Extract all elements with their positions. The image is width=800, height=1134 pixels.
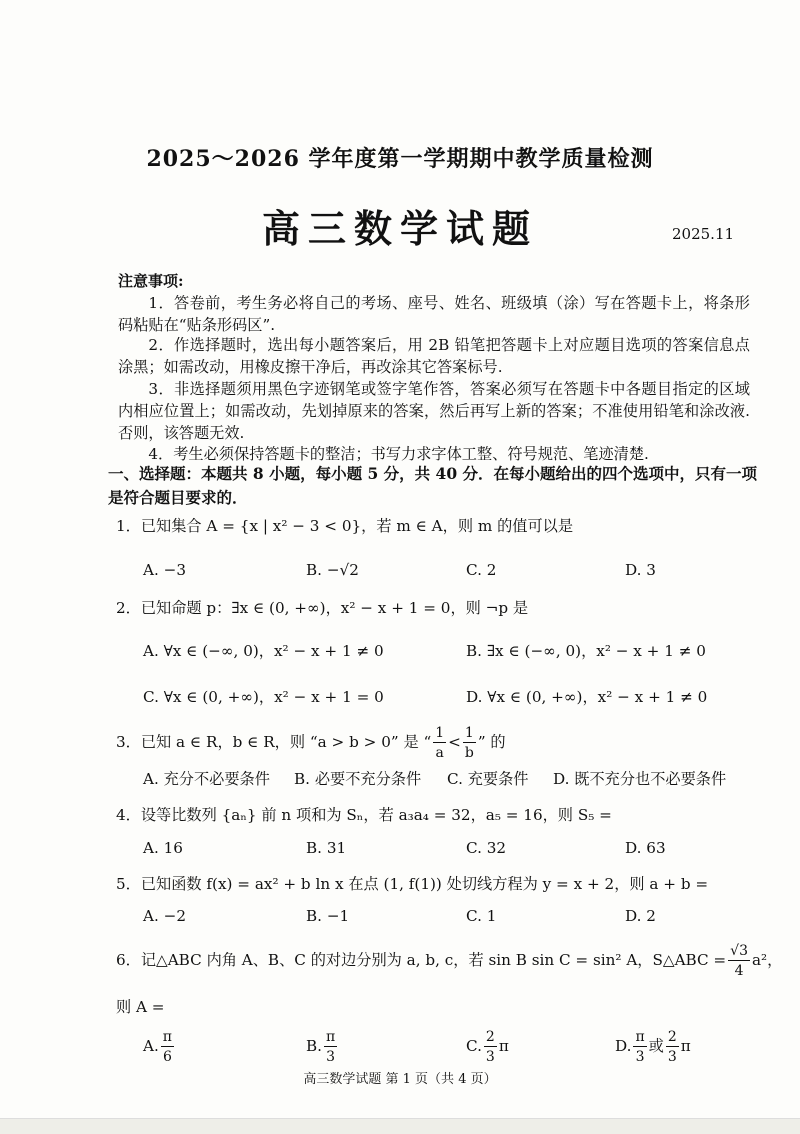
q3-stem-post: ” 的	[477, 733, 506, 751]
q1-option-c: C. 2	[466, 561, 497, 579]
question-5-stem: 5．已知函数 f(x) = ax² + b ln x 在点 (1, f(1)) 处切线方程为 y = x + 2，则 a + b =	[116, 875, 709, 893]
q2-option-c: C. ∀x ∈ (0, +∞)，x² − x + 1 = 0	[143, 688, 384, 706]
q1-option-a: A. −3	[143, 561, 187, 579]
question-1-stem: 1．已知集合 A = {x | x² − 3 < 0}，若 m ∈ A，则 m 的值可以是	[116, 517, 574, 535]
q6-area-fraction: $\frac{√3}{4}$	[730, 943, 748, 979]
q1-option-d: D. 3	[625, 561, 656, 579]
q3-option-d: D. 既不充分也不必要条件	[553, 770, 727, 788]
question-2-stem: 2．已知命题 p：∃x ∈ (0, +∞)，x² − x + 1 = 0，则 ¬p 是	[116, 599, 529, 617]
q2-option-b: B. ∃x ∈ (−∞, 0)，x² − x + 1 ≠ 0	[466, 642, 706, 660]
q3-option-b: B. 必要不充分条件	[294, 770, 422, 788]
question-6-stem	[116, 944, 782, 978]
q3-less-than: <	[448, 733, 461, 751]
q5-option-b: B. −1	[306, 907, 350, 925]
q3-option-c: C. 充要条件	[447, 770, 529, 788]
note-item-4: 4．考生必须保持答题卡的整洁；书写力求字体工整、符号规范、笔迹清楚.	[148, 445, 649, 463]
exam-date: 2025.11	[672, 225, 735, 243]
q6-stem-pre: 6．记△ABC 内角 A、B、C 的对边分别为 a, b, c，若 sin B sin C = sin² A，S△ABC =	[116, 951, 727, 969]
q5-option-c: C. 1	[466, 907, 497, 925]
main-title: 高三数学试题	[261, 206, 538, 251]
scan-edge	[0, 1118, 800, 1134]
q4-option-b: B. 31	[306, 839, 347, 857]
q6-option-b: B. $\frac{\pi}{3}$	[306, 1029, 336, 1065]
q3-fraction-1a: $\frac{1}{a}$	[435, 725, 445, 761]
q2-option-a: A. ∀x ∈ (−∞, 0)，x² − x + 1 ≠ 0	[143, 642, 384, 660]
page-footer: 高三数学试题 第 1 页（共 4 页）	[303, 1072, 497, 1087]
q6-option-c: C. $\frac{2}{3}$ π	[466, 1029, 509, 1065]
question-6-stem-line2: 则 A =	[116, 998, 165, 1016]
q6-option-a: A. $\frac{\pi}{6}$	[143, 1029, 172, 1065]
question-3-stem	[116, 726, 506, 760]
q3-fraction-1b: $\frac{1}{b}$	[464, 725, 474, 761]
notes-heading: 注意事项:	[118, 272, 184, 290]
q1-option-b: B. −√2	[306, 561, 359, 579]
section-heading: 一、选择题：本题共 8 小题，每小题 5 分，共 40 分．在每小题给出的四个选项中，只有一项是符合题目要求的．	[108, 464, 758, 507]
q3-option-a: A. 充分不必要条件	[143, 770, 270, 788]
q5-option-d: D. 2	[625, 907, 656, 925]
q4-option-a: A. 16	[143, 839, 183, 857]
exam-title: 2025～2026 学年度第一学期期中教学质量检测	[146, 146, 654, 172]
note-item-3: 3．非选择题须用黑色字迹钢笔或签字笔作答，答案必须写在答题卡中各题目指定的区域内相应位置上；如需改动，先划掉原来的答案，然后再写上新的答案；不准使用铅笔和涂改液. 否则，该答题无效.	[118, 380, 750, 442]
q6-stem-post: a²，	[752, 951, 783, 969]
q3-stem-pre: 3．已知 a ∈ R，b ∈ R，则 “a > b > 0” 是 “	[116, 733, 432, 751]
q4-option-d: D. 63	[625, 839, 666, 857]
q6-option-d: D. $\frac{\pi}{3}$ 或 $\frac{2}{3}$ π	[615, 1029, 691, 1065]
note-item-2: 2．作选择题时，选出每小题答案后，用 2B 铅笔把答题卡上对应题目选项的答案信息点涂黑；如需改动，用橡皮擦干净后，再改涂其它答案标号.	[118, 336, 750, 376]
q4-option-c: C. 32	[466, 839, 507, 857]
question-4-stem: 4．设等比数列 {aₙ} 前 n 项和为 Sₙ，若 a₃a₄ = 32，a₅ = 16，则 S₅ =	[116, 806, 612, 824]
q2-option-d: D. ∀x ∈ (0, +∞)，x² − x + 1 ≠ 0	[466, 688, 708, 706]
note-item-1: 1．答卷前，考生务必将自己的考场、座号、姓名、班级填（涂）写在答题卡上，将条形码粘贴在“贴条形码区”.	[118, 294, 750, 334]
q5-option-a: A. −2	[143, 907, 187, 925]
